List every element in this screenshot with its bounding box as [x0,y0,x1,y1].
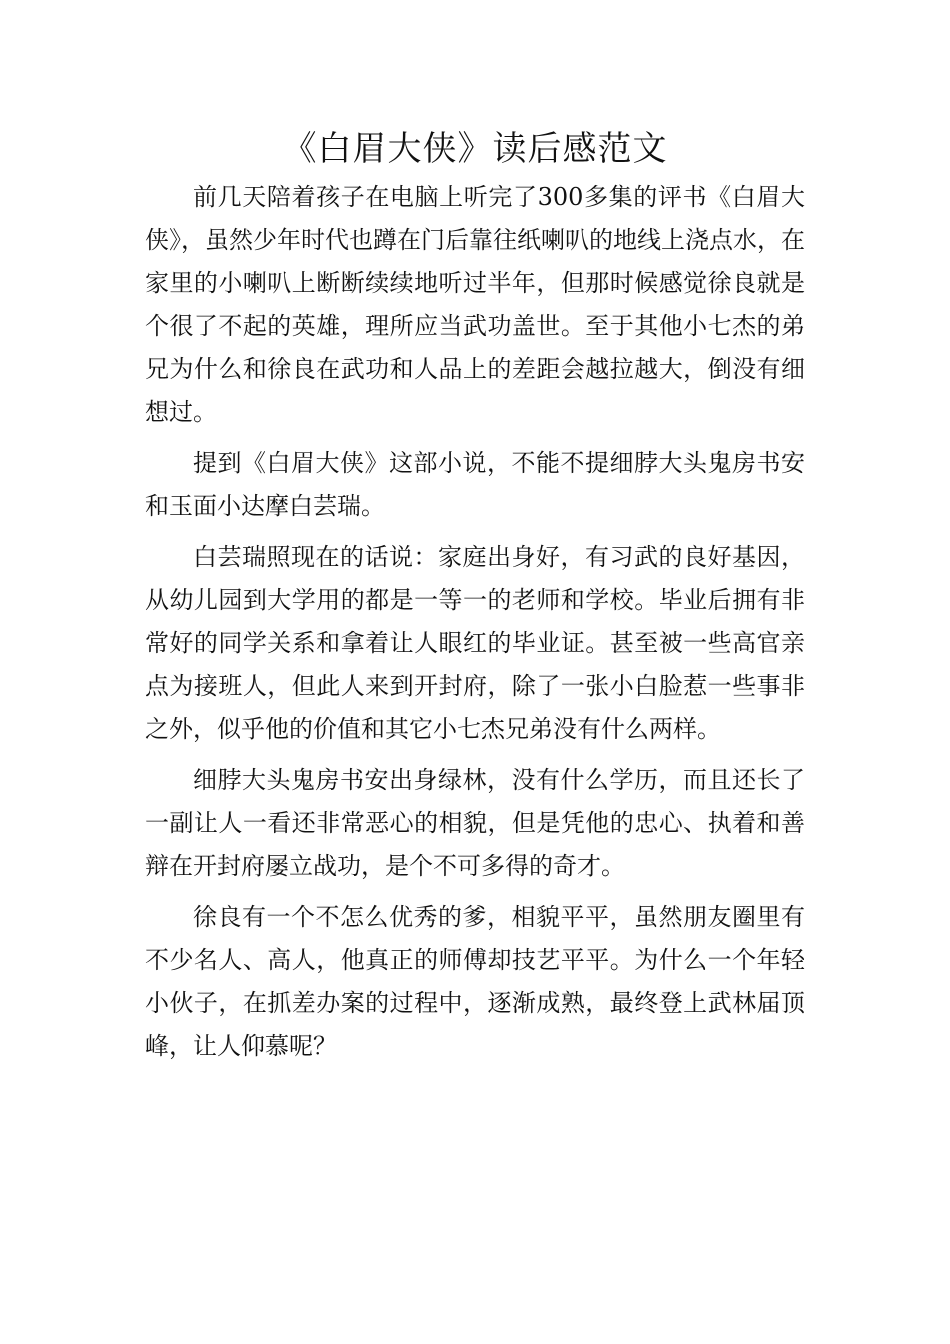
document-title: 《白眉大侠》读后感范文 [282,129,668,169]
paragraph-4: 细脖大头鬼房书安出身绿林，没有什么学历，而且还长了一副让人一看还非常恶心的相貌，但是凭他的忠心、执着和善辩在开封府屡立战功，是个不可多得的奇才。 [145,766,805,880]
paragraph-3: 白芸瑞照现在的话说：家庭出身好，有习武的良好基因，从幼儿园到大学用的都是一等一的老师和学校。毕业后拥有非常好的同学关系和拿着让人眼红的毕业证。甚至被一些高官亲点为接班人，但此人来到开封府，除了一张小白脸惹一些事非之外，似乎他的价值和其它小七杰兄弟没有什么两样。 [145,543,805,743]
document-body [145,176,805,1076]
paragraph-1: 前几天陪着孩子在电脑上听完了300多集的评书《白眉大侠》，虽然少年时代也蹲在门后靠往纸喇叭的地线上浇点水，在家里的小喇叭上断断续续地听过半年，但那时候感觉徐良就是个很了不起的英雄，理所应当武功盖世。至于其他小七杰的弟兄为什么和徐良在武功和人品上的差距会越拉越大，倒没有细想过。 [145,183,805,426]
paragraph-2: 提到《白眉大侠》这部小说，不能不提细脖大头鬼房书安和玉面小达摩白芸瑞。 [145,449,805,520]
paragraph-5: 徐良有一个不怎么优秀的爹，相貌平平，虽然朋友圈里有不少名人、高人，他真正的师傅却技艺平平。为什么一个年轻小伙子，在抓差办案的过程中，逐渐成熟，最终登上武林届顶峰，让人仰慕呢？ [145,903,805,1060]
